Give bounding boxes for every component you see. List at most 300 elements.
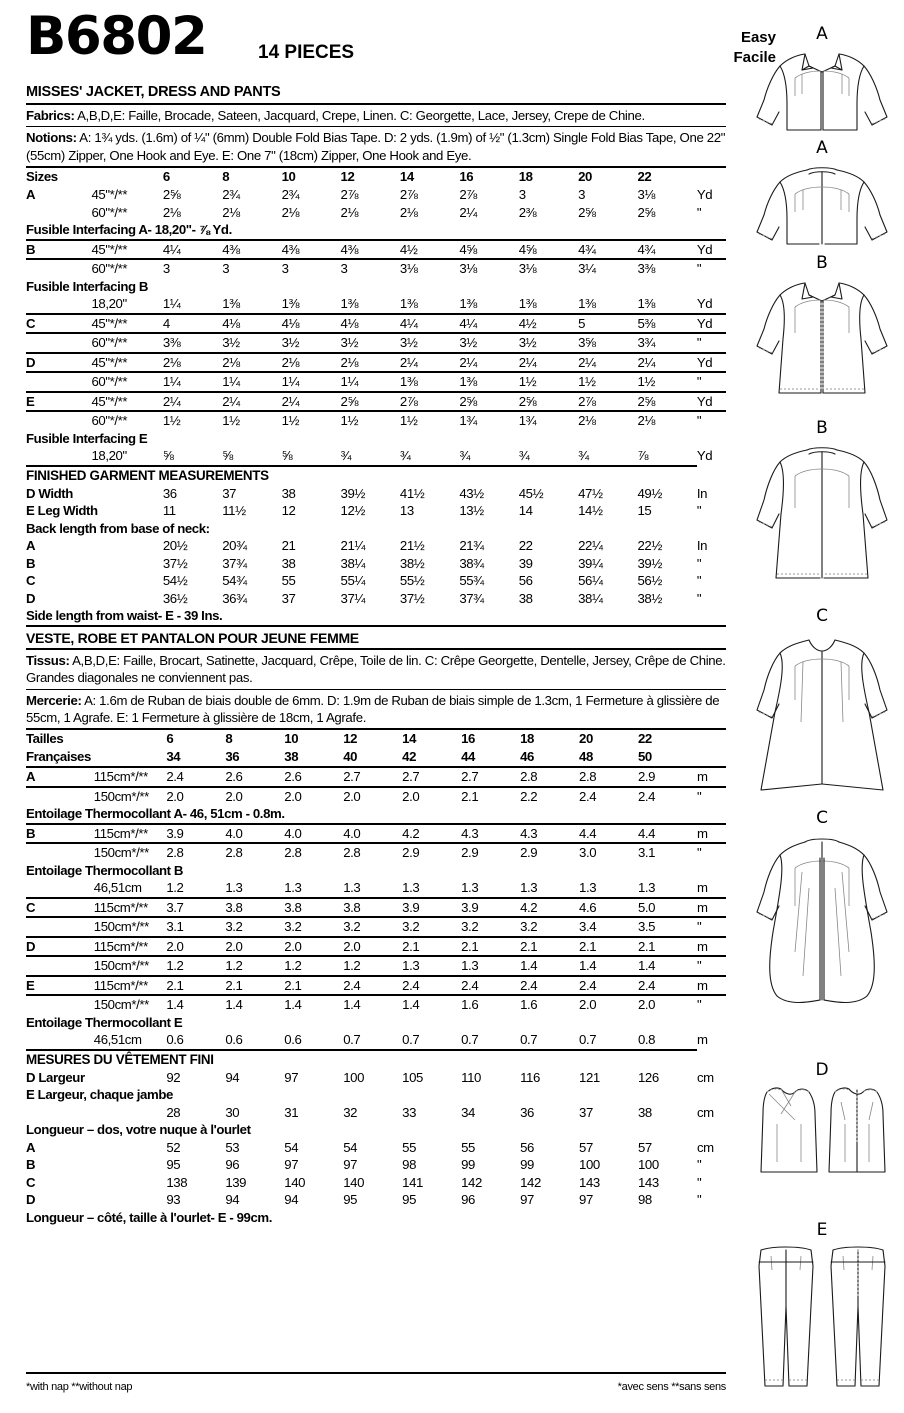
garment-title-english: MISSES' JACKET, DRESS AND PANTS xyxy=(26,84,281,100)
view-d-metric xyxy=(26,937,726,976)
size-header-8: 22 xyxy=(637,167,696,186)
value-size-18: 99 xyxy=(520,1157,534,1173)
row-unit: " xyxy=(697,259,726,278)
back-length-rows-imperial xyxy=(26,537,726,607)
value-size-20: 56¼ xyxy=(578,573,603,589)
row-label: A xyxy=(26,187,36,203)
value-size-18: 4⅝ xyxy=(519,240,578,260)
value-size-10: 2.0 xyxy=(284,787,343,806)
interfacing-b-title: Fusible Interfacing B xyxy=(26,278,149,294)
value-size-22: 2.1 xyxy=(638,937,697,957)
value-size-8: 96 xyxy=(225,1157,240,1173)
illustration-letter: C xyxy=(816,808,828,828)
side-length-row-metric xyxy=(26,1209,726,1227)
row-unit: " xyxy=(696,503,702,519)
value-size-22: 2.4 xyxy=(638,787,697,806)
finished-title-row-imperial xyxy=(26,466,726,485)
fabric-width: 45"*/** xyxy=(91,187,128,203)
value-size-6: 2.0 xyxy=(166,937,225,957)
table-row xyxy=(26,1069,726,1087)
value-size-20: 47½ xyxy=(578,485,603,501)
size-fr-6: 46 xyxy=(520,749,534,765)
value-size-10: 21 xyxy=(281,538,296,554)
value-size-6: 138 xyxy=(166,1174,188,1190)
size-header-6: 18 xyxy=(519,167,578,186)
value-size-22: 2⅛ xyxy=(637,411,696,430)
value-size-16: 1.6 xyxy=(461,995,520,1014)
value-size-6: 1¼ xyxy=(163,372,222,392)
size-header-fr-3: 12 xyxy=(343,729,402,748)
finished-rows-imperial xyxy=(26,485,726,520)
row-unit: " xyxy=(696,1174,702,1190)
table-row xyxy=(26,1174,726,1192)
value-size-10: 55 xyxy=(281,573,296,589)
value-size-10: 12 xyxy=(281,503,296,519)
finished-measurements-title-english: FINISHED GARMENT MEASUREMENTS xyxy=(26,466,697,485)
table-row xyxy=(26,295,726,314)
value-size-6: 4 xyxy=(163,314,222,334)
value-size-10: 140 xyxy=(284,1174,306,1190)
value-size-20: 97 xyxy=(579,1192,593,1208)
value-size-6: 92 xyxy=(166,1069,181,1085)
value-size-6: 11 xyxy=(162,503,176,519)
value-size-22: 39½ xyxy=(637,555,662,571)
value-size-14: 55½ xyxy=(399,573,425,589)
value-size-14: 3.2 xyxy=(402,917,461,937)
value-size-20: 2¼ xyxy=(578,353,637,373)
value-size-22: 1.4 xyxy=(638,956,697,976)
value-size-6: 52 xyxy=(166,1139,181,1155)
row-unit: m xyxy=(697,937,726,957)
row-unit: m xyxy=(697,824,726,844)
value-size-14: 0.7 xyxy=(402,1032,420,1048)
value-size-8: 2⅛ xyxy=(222,204,240,220)
value-size-12: 95 xyxy=(343,1192,358,1208)
value-size-14: 4½ xyxy=(400,240,459,260)
value-size-20: 121 xyxy=(579,1069,600,1085)
value-size-18: 142 xyxy=(520,1174,541,1190)
row-label: B xyxy=(26,824,94,844)
value-size-6: 3 xyxy=(163,259,222,278)
interfacing-e-title-metric: Entoilage Thermocollant E xyxy=(26,1014,183,1030)
row-unit: " xyxy=(696,1192,702,1208)
value-size-6: 36 xyxy=(162,485,177,501)
value-size-14: 1⅜ xyxy=(400,372,459,392)
row-label xyxy=(26,259,91,278)
illustration-d xyxy=(740,1062,904,1180)
finished-rows-metric xyxy=(26,1069,726,1087)
sizes-header-row-metric xyxy=(26,729,726,748)
fabric-width: 115cm*/** xyxy=(94,898,167,918)
value-size-12: 12½ xyxy=(340,503,365,519)
fabric-width: 150cm*/** xyxy=(94,956,167,976)
value-size-18: 4.3 xyxy=(520,824,579,844)
value-size-14: 21½ xyxy=(399,538,425,554)
side-length-english: Side length from waist- E - 39 Ins. xyxy=(26,608,223,624)
row-unit: " xyxy=(697,995,726,1014)
interfacing-a-metric: Entoilage Thermocollant A- 46, 51cm - 0.8m. xyxy=(26,806,285,822)
value-size-8: 3.2 xyxy=(225,917,284,937)
interfacing-a-metric-row xyxy=(26,805,726,824)
value-size-14: 1½ xyxy=(400,411,459,430)
fabric-width: 46,51cm xyxy=(93,1032,142,1048)
illustration-letter: A xyxy=(816,24,828,44)
value-size-8: 11½ xyxy=(222,503,246,519)
value-size-12: 2⅛ xyxy=(340,204,359,220)
value-size-14: 37½ xyxy=(399,590,425,606)
value-size-12: 4⅛ xyxy=(341,314,400,334)
table-row xyxy=(26,976,726,996)
table-row xyxy=(26,1191,726,1209)
value-size-14: 95 xyxy=(402,1192,417,1208)
value-size-16: 55 xyxy=(461,1139,475,1155)
size-header-fr-7: 20 xyxy=(579,729,638,748)
size-fr-8: 50 xyxy=(637,749,652,765)
value-size-6: 2⅝ xyxy=(162,187,181,203)
table-row xyxy=(26,843,726,862)
back-length-title-row-imperial xyxy=(26,520,726,538)
table-row xyxy=(26,411,726,430)
fabrics-english xyxy=(26,105,726,126)
row-label xyxy=(26,411,91,430)
value-size-8: 2.1 xyxy=(225,976,284,996)
value-size-6: 1.4 xyxy=(166,995,225,1014)
value-size-8: 2.0 xyxy=(225,937,284,957)
size-fr-5: 44 xyxy=(461,749,475,765)
value-size-12: 2.0 xyxy=(343,787,402,806)
value-size-10: 1¼ xyxy=(282,372,341,392)
fabric-width: 45"*/** xyxy=(91,240,162,260)
value-size-18: 0.7 xyxy=(520,1032,538,1048)
value-size-18: 45½ xyxy=(518,485,544,501)
value-size-8: 30 xyxy=(225,1104,240,1120)
value-size-6: ⅝ xyxy=(162,448,174,464)
row-label: E Leg Width xyxy=(26,503,98,519)
value-size-22: 3⅛ xyxy=(637,187,656,203)
fabric-width: 115cm*/** xyxy=(94,937,167,957)
value-size-22: 38½ xyxy=(637,590,662,606)
long-coat-front-pointed-hem-icon xyxy=(747,626,897,794)
value-size-8: 2.0 xyxy=(225,787,284,806)
row-label xyxy=(26,204,91,222)
value-size-18: 3½ xyxy=(519,333,578,353)
value-size-22: 3⅜ xyxy=(637,259,696,278)
value-size-14: 13 xyxy=(399,503,414,519)
value-size-18: 97 xyxy=(520,1192,534,1208)
value-size-22: 4¾ xyxy=(637,240,696,260)
value-size-18: 4.2 xyxy=(520,898,579,918)
row-unit: " xyxy=(697,372,726,392)
sizes-label: Sizes xyxy=(26,167,91,186)
value-size-18: 116 xyxy=(520,1069,540,1085)
value-size-18: 1.3 xyxy=(520,880,538,896)
value-size-22: 98 xyxy=(637,1192,652,1208)
value-size-12: 1½ xyxy=(341,411,400,430)
value-size-10: 4.0 xyxy=(284,824,343,844)
leg-row-metric xyxy=(26,1104,726,1122)
value-size-20: 2⅛ xyxy=(578,411,637,430)
table-row xyxy=(26,502,726,520)
table-row xyxy=(26,1156,726,1174)
size-header-3: 12 xyxy=(341,167,400,186)
row-label xyxy=(26,333,91,353)
value-size-12: 2.0 xyxy=(343,937,402,957)
row-unit: cm xyxy=(696,1069,714,1085)
value-size-6: 1½ xyxy=(163,411,222,430)
table-row xyxy=(26,898,726,918)
value-size-22: 4.4 xyxy=(638,824,697,844)
value-size-8: 1⅜ xyxy=(222,296,240,312)
row-unit: Yd xyxy=(696,187,713,203)
table-row xyxy=(26,1031,726,1050)
value-size-22: 1½ xyxy=(637,372,696,392)
value-size-18: ¾ xyxy=(518,448,530,464)
value-size-12: 21¼ xyxy=(340,538,365,554)
value-size-8: 2.6 xyxy=(225,767,284,787)
value-size-8: 4.0 xyxy=(225,824,284,844)
value-size-12: 100 xyxy=(343,1069,365,1085)
notions-label-french: Mercerie: xyxy=(26,692,82,708)
value-size-10: 38 xyxy=(281,555,296,571)
value-size-12: 32 xyxy=(343,1104,358,1120)
value-size-8: 3½ xyxy=(222,333,281,353)
fabric-width: 60"*/** xyxy=(91,411,162,430)
value-size-10: 1½ xyxy=(282,411,341,430)
sizes-fr-row-metric xyxy=(26,748,726,767)
value-size-20: 3.4 xyxy=(579,917,638,937)
value-size-16: 0.7 xyxy=(461,1032,479,1048)
value-size-8: 94 xyxy=(225,1192,240,1208)
value-size-14: 1.3 xyxy=(402,956,461,976)
value-size-18: 2.9 xyxy=(520,843,579,862)
value-size-8: 1¼ xyxy=(222,372,281,392)
value-size-10: 1.3 xyxy=(284,880,302,896)
fabric-width: 60"*/** xyxy=(91,259,162,278)
value-size-10: ⅝ xyxy=(281,448,293,464)
value-size-8: 37¾ xyxy=(222,555,247,571)
value-size-20: 2.8 xyxy=(579,767,638,787)
value-size-8: 53 xyxy=(225,1139,240,1155)
illustration-letter: B xyxy=(816,253,828,273)
row-unit: " xyxy=(697,411,726,430)
long-coat-back-curved-hem-icon xyxy=(747,828,897,1010)
row-unit: " xyxy=(696,204,702,220)
long-jacket-back-icon xyxy=(747,438,897,586)
value-size-16: 2.9 xyxy=(461,843,520,862)
size-header-fr-0: 6 xyxy=(166,729,225,748)
value-size-10: 1.2 xyxy=(284,956,343,976)
interfacing-b-values-metric xyxy=(26,879,726,898)
value-size-14: 98 xyxy=(402,1157,417,1173)
value-size-8: 0.6 xyxy=(225,1032,243,1048)
value-size-10: 54 xyxy=(284,1139,299,1155)
table-row xyxy=(26,186,726,204)
size-fr-0: 34 xyxy=(166,749,181,765)
view-a-metric xyxy=(26,767,726,805)
value-size-12: 0.7 xyxy=(343,1032,361,1048)
fabrics-text-english: A,B,D,E: Faille, Brocade, Sateen, Jacquard, Crepe, Linen. C: Georgette, Lace, Jersey, Crepe de Chine. xyxy=(77,108,645,123)
footnotes xyxy=(26,1381,726,1393)
value-size-18: 2⅜ xyxy=(518,204,537,220)
value-size-16: 3.2 xyxy=(461,917,520,937)
value-size-12: 2⅞ xyxy=(340,187,359,203)
value-size-16: 4¼ xyxy=(459,314,518,334)
value-size-22: 1.3 xyxy=(637,880,656,896)
value-size-14: 55 xyxy=(402,1139,417,1155)
value-size-6: 37½ xyxy=(162,555,188,571)
value-size-20: 4¾ xyxy=(578,240,637,260)
value-size-22: 3.1 xyxy=(638,843,697,862)
piece-count: 14 PIECES xyxy=(258,42,355,63)
value-size-20: 2.1 xyxy=(579,937,638,957)
size-fr-2: 38 xyxy=(284,749,299,765)
value-size-22: 2.4 xyxy=(638,976,697,996)
difficulty-french: Facile xyxy=(733,49,776,67)
table-row xyxy=(26,879,726,898)
value-size-22: 1⅜ xyxy=(637,296,656,312)
value-size-20: 1⅜ xyxy=(578,296,596,312)
value-size-18: 3.2 xyxy=(520,917,579,937)
value-size-16: 99 xyxy=(461,1157,475,1173)
value-size-10: 0.6 xyxy=(284,1032,302,1048)
value-size-18: 56 xyxy=(518,573,533,589)
fabric-width: 115cm*/** xyxy=(94,976,167,996)
value-size-8: 2¾ xyxy=(222,187,240,203)
row-label: C xyxy=(26,314,91,334)
sleeveless-dress-front-back-icon xyxy=(747,1080,897,1180)
row-label: E xyxy=(26,392,91,412)
row-label: A xyxy=(26,767,94,787)
row-label: E xyxy=(26,976,94,996)
value-size-8: 3.8 xyxy=(225,898,284,918)
interfacing-b-values-imperial xyxy=(26,295,726,314)
fabric-width: 150cm*/** xyxy=(94,787,167,806)
yardage-table-metric xyxy=(26,728,726,1226)
table-row xyxy=(26,204,726,222)
size-fr-7: 48 xyxy=(579,749,593,765)
value-size-16: 2.1 xyxy=(461,937,520,957)
size-header-2: 10 xyxy=(282,167,341,186)
value-size-6: 2⅛ xyxy=(162,204,181,220)
row-unit: " xyxy=(696,590,702,606)
fabric-width: 45"*/** xyxy=(91,392,162,412)
table-row xyxy=(26,392,726,412)
value-size-18: 3⅛ xyxy=(519,259,578,278)
value-size-16: 1⅜ xyxy=(459,372,518,392)
value-size-22: 2¼ xyxy=(637,353,696,373)
value-size-14: 2⅛ xyxy=(399,204,418,220)
value-size-12: 54 xyxy=(343,1139,358,1155)
illustration-letter: C xyxy=(816,606,828,626)
row-label: D xyxy=(26,937,94,957)
row-label: C xyxy=(26,1174,36,1190)
size-header-0: 6 xyxy=(163,167,222,186)
value-size-10: 3½ xyxy=(282,333,341,353)
notions-english xyxy=(26,127,726,166)
row-label: D xyxy=(26,590,36,606)
value-size-16: 55¾ xyxy=(459,573,484,589)
value-size-14: 4¼ xyxy=(400,314,459,334)
value-size-12: 1.4 xyxy=(343,995,402,1014)
value-size-20: 2⅝ xyxy=(578,204,596,220)
row-label xyxy=(26,787,94,806)
value-size-12: 1.2 xyxy=(343,956,402,976)
illustration-a-front xyxy=(740,26,904,138)
view-b-imperial xyxy=(26,240,726,278)
size-header-7: 20 xyxy=(578,167,637,186)
view-e-metric xyxy=(26,976,726,1014)
value-size-20: 2.0 xyxy=(579,995,638,1014)
value-size-20: 4.4 xyxy=(579,824,638,844)
jacket-front-collared-icon xyxy=(747,44,897,138)
value-size-16: 38¾ xyxy=(459,555,484,571)
value-size-16: 142 xyxy=(461,1174,482,1190)
value-size-10: 4⅜ xyxy=(282,240,341,260)
value-size-6: 36½ xyxy=(162,590,188,606)
value-size-10: 97 xyxy=(284,1157,299,1173)
value-size-18: 2¼ xyxy=(519,353,578,373)
row-unit: m xyxy=(696,880,708,896)
value-size-6: 20½ xyxy=(162,538,188,554)
value-size-22: 15 xyxy=(637,503,652,519)
row-label: C xyxy=(26,898,94,918)
interfacing-b-title-row xyxy=(26,278,726,296)
value-size-16: 1.3 xyxy=(461,880,479,896)
value-size-16: 2⅝ xyxy=(459,392,518,412)
value-size-18: 14 xyxy=(518,503,533,519)
fabric-width: 46,51cm xyxy=(93,880,142,896)
value-size-10: 2⅛ xyxy=(281,204,300,220)
footnote-english: *with nap **without nap xyxy=(26,1381,133,1393)
interfacing-e-title-row xyxy=(26,430,726,448)
value-size-12: 4.0 xyxy=(343,824,402,844)
leg-title-row-metric xyxy=(26,1086,726,1104)
value-size-16: 3⅛ xyxy=(459,259,518,278)
illustration-letter: B xyxy=(816,418,828,438)
size-header-fr-8: 22 xyxy=(638,729,697,748)
row-label: A xyxy=(26,538,36,554)
row-label xyxy=(26,879,94,898)
size-header-1: 8 xyxy=(222,167,281,186)
pattern-number: B6802 xyxy=(26,6,207,67)
row-unit: " xyxy=(696,1157,702,1173)
notions-text-french: A: 1.6m de Ruban de biais double de 6mm. D: 1.9m de Ruban de biais simple de 1.3cm, 1 Fermeture à glissière de 55cm, 1 Agrafe. E: 1 Fermeture à glissière de 18cm, 1 Agrafe. xyxy=(26,692,720,726)
notions-label-english: Notions: xyxy=(26,130,77,146)
value-size-10: 2.0 xyxy=(284,937,343,957)
value-size-16: 3.9 xyxy=(461,898,520,918)
value-size-14: 2.7 xyxy=(402,767,461,787)
table-row xyxy=(26,937,726,957)
size-fr-1: 36 xyxy=(225,749,240,765)
value-size-22: 0.8 xyxy=(637,1032,656,1048)
value-size-10: 2.1 xyxy=(284,976,343,996)
view-e-imperial xyxy=(26,392,726,430)
size-fr-4: 42 xyxy=(402,749,417,765)
value-size-20: 39¼ xyxy=(578,555,603,571)
value-size-20: 38¼ xyxy=(578,590,603,606)
back-length-title-english: Back length from base of neck: xyxy=(26,520,210,536)
value-size-22: 49½ xyxy=(637,485,662,501)
value-size-16: 1.3 xyxy=(461,956,520,976)
value-size-10: 2⅛ xyxy=(282,353,341,373)
value-size-16: 3½ xyxy=(459,333,518,353)
value-size-14: 2.0 xyxy=(402,787,461,806)
value-size-10: 4⅛ xyxy=(282,314,341,334)
value-size-22: 2.9 xyxy=(638,767,697,787)
value-size-10: 1⅜ xyxy=(281,296,300,312)
value-size-8: 4⅜ xyxy=(222,240,281,260)
row-unit: Yd xyxy=(697,392,726,412)
